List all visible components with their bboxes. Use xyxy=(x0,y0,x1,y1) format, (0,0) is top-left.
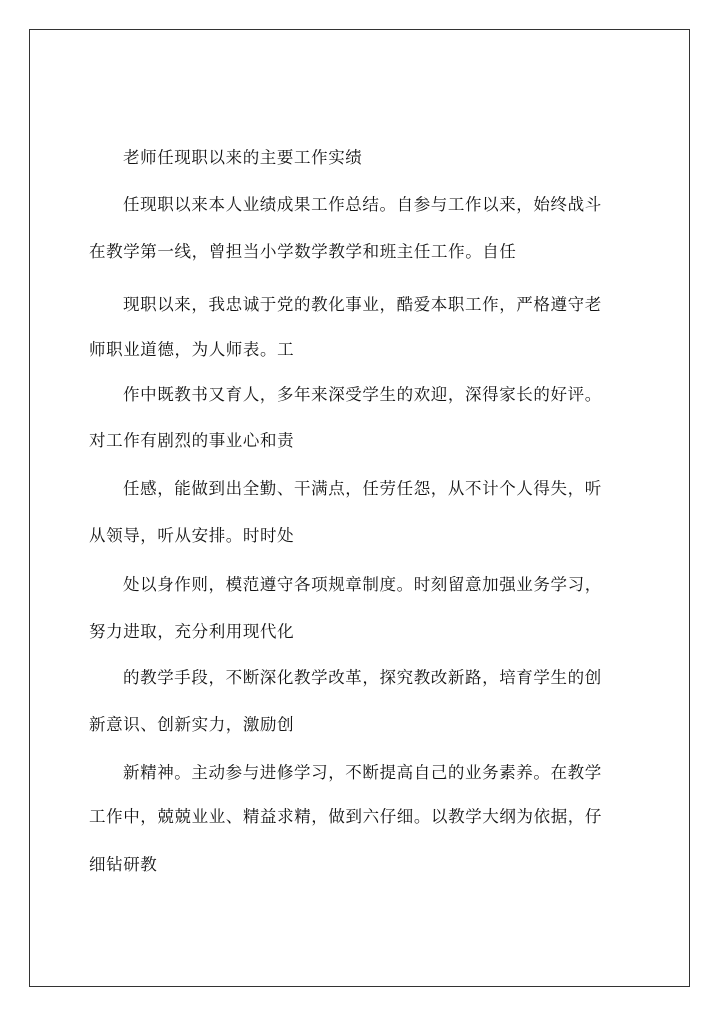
text-line: 的教学手段，不断深化教学改革，探究教改新路，培育学生的创 xyxy=(123,668,602,687)
text-line: 工作中，兢兢业业、精益求精，做到六仔细。以教学大纲为依据，仔 xyxy=(89,807,602,826)
text-line: 细钻研教 xyxy=(89,855,158,874)
text-line: 在教学第一线，曾担当小学数学教学和班主任工作。自任 xyxy=(89,242,517,261)
text-line: 师职业道德，为人师表。工 xyxy=(89,340,295,359)
document-title: 老师任现职以来的主要工作实绩 xyxy=(123,148,363,167)
text-line: 从领导，听从安排。时时处 xyxy=(89,526,295,545)
text-line: 作中既教书又育人，多年来深受学生的欢迎，深得家长的好评。 xyxy=(123,385,602,404)
text-line: 任感，能做到出全勤、干满点，任劳任怨，从不计个人得失，听 xyxy=(123,479,602,498)
text-line: 新意识、创新实力，激励创 xyxy=(89,715,295,734)
text-line: 处以身作则，模范遵守各项规章制度。时刻留意加强业务学习， xyxy=(123,575,602,594)
text-line: 对工作有剧烈的事业心和责 xyxy=(89,431,295,450)
text-line: 新精神。主动参与进修学习，不断提高自己的业务素养。在教学 xyxy=(123,763,602,782)
text-line: 现职以来，我忠诚于党的教化事业，酷爱本职工作，严格遵守老 xyxy=(123,295,602,314)
page-border xyxy=(29,29,690,987)
text-line: 任现职以来本人业绩成果工作总结。自参与工作以来，始终战斗 xyxy=(123,195,602,214)
text-line: 努力进取，充分利用现代化 xyxy=(89,622,295,641)
